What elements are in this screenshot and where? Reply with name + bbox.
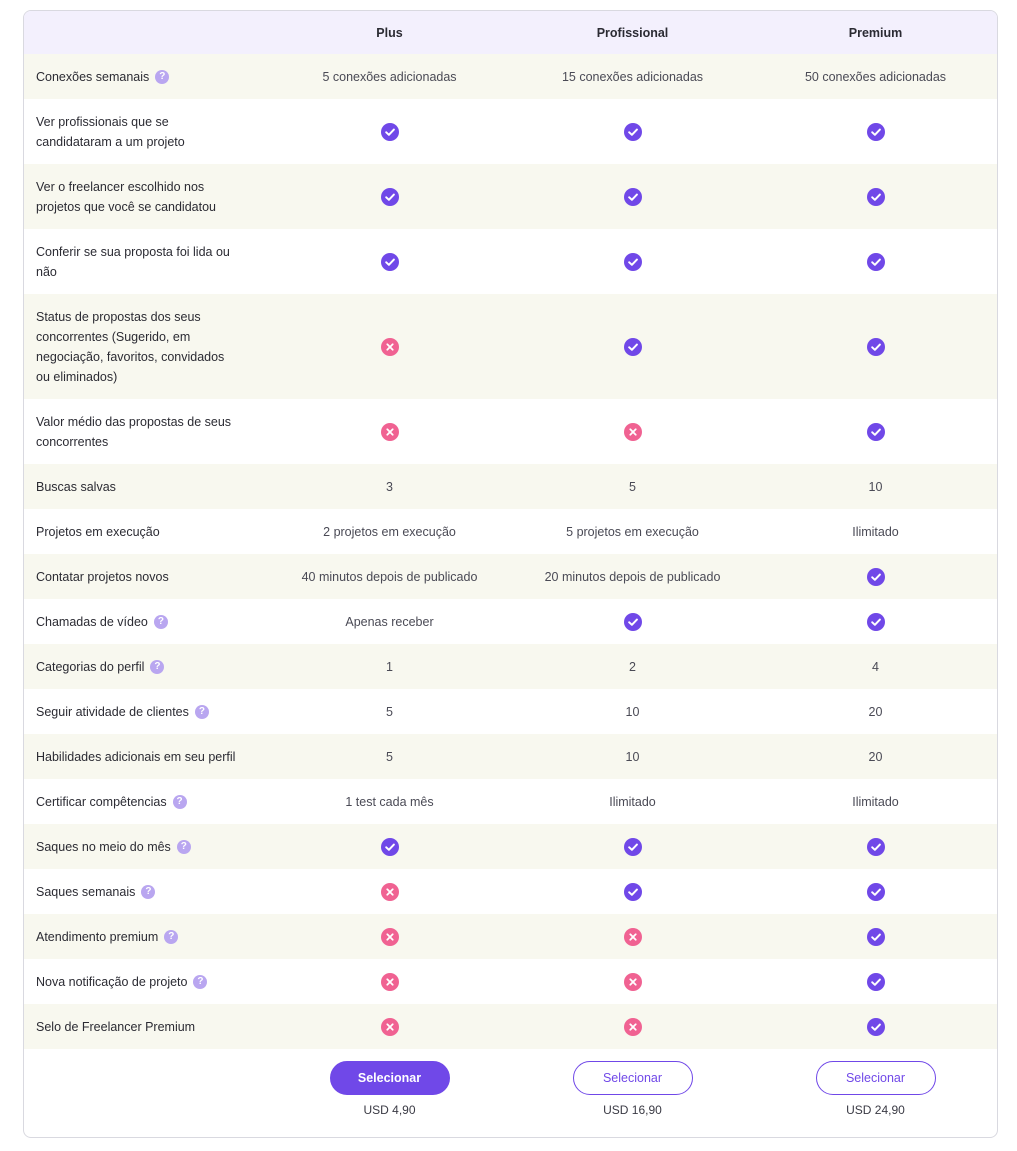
value-premium — [754, 399, 997, 464]
check-icon — [381, 253, 399, 271]
check-icon — [867, 123, 885, 141]
cross-icon — [381, 928, 399, 946]
value-premium — [754, 509, 997, 554]
value-profissional — [511, 599, 754, 644]
feature-label-cell — [24, 734, 268, 779]
feature-label: Conferir se sua proposta foi lida ou não — [36, 244, 230, 279]
feature-value: 3 — [386, 479, 393, 494]
value-profissional — [511, 1004, 754, 1049]
feature-row — [24, 779, 997, 824]
value-premium — [754, 1004, 997, 1049]
feature-value: 10 — [868, 479, 883, 494]
help-icon[interactable]: ? — [173, 795, 187, 809]
value-plus — [268, 959, 511, 1004]
feature-label: Saques no meio do mês — [36, 839, 171, 854]
feature-row — [24, 914, 997, 959]
feature-value: 1 — [386, 659, 393, 674]
value-premium — [754, 689, 997, 734]
check-icon — [381, 188, 399, 206]
value-plus — [268, 294, 511, 399]
value-profissional — [511, 464, 754, 509]
plan-comparison-table — [24, 11, 997, 1137]
check-icon — [381, 123, 399, 141]
check-icon — [867, 338, 885, 356]
value-premium — [754, 959, 997, 1004]
feature-value: 40 minutos depois de publicado — [301, 569, 478, 584]
feature-label: Status de propostas dos seus concorrentes (Sugerido, em negociação, favoritos, convidados ou eliminados) — [36, 309, 225, 384]
feature-row — [24, 554, 997, 599]
check-icon — [867, 613, 885, 631]
help-icon[interactable]: ? — [195, 705, 209, 719]
feature-label-cell — [24, 644, 268, 689]
check-icon — [624, 338, 642, 356]
check-icon — [624, 838, 642, 856]
value-profissional — [511, 959, 754, 1004]
help-icon[interactable]: ? — [155, 70, 169, 84]
feature-label: Chamadas de vídeo — [36, 614, 148, 629]
feature-value: 4 — [872, 659, 879, 674]
value-premium — [754, 734, 997, 779]
feature-label: Projetos em execução — [36, 524, 160, 539]
feature-row — [24, 599, 997, 644]
feature-value: Ilimitado — [852, 794, 899, 809]
feature-value: 1 test cada mês — [345, 794, 434, 809]
feature-row — [24, 294, 997, 399]
feature-value: 5 — [386, 749, 393, 764]
feature-label-cell — [24, 164, 268, 229]
cross-icon — [381, 1018, 399, 1036]
feature-row — [24, 464, 997, 509]
value-profissional — [511, 164, 754, 229]
feature-label-cell — [24, 54, 268, 99]
feature-value: 5 projetos em execução — [566, 524, 699, 539]
header-empty-cell — [24, 11, 268, 54]
feature-label-cell — [24, 229, 268, 294]
check-icon — [867, 1018, 885, 1036]
feature-row — [24, 959, 997, 1004]
feature-value: 20 — [868, 704, 883, 719]
value-plus — [268, 464, 511, 509]
value-profissional — [511, 689, 754, 734]
value-plus — [268, 734, 511, 779]
feature-rows — [24, 54, 997, 1049]
feature-label: Nova notificação de projeto — [36, 974, 188, 989]
value-plus — [268, 689, 511, 734]
feature-label-cell — [24, 509, 268, 554]
select-plus-button[interactable]: Selecionar — [330, 1061, 450, 1095]
feature-value: Ilimitado — [852, 524, 899, 539]
cross-icon — [381, 423, 399, 441]
value-premium — [754, 824, 997, 869]
feature-row — [24, 509, 997, 554]
check-icon — [867, 568, 885, 586]
feature-row — [24, 54, 997, 99]
value-premium — [754, 229, 997, 294]
value-plus — [268, 599, 511, 644]
footer-empty-cell — [24, 1049, 268, 1137]
plan-comparison-card — [23, 10, 998, 1138]
value-premium — [754, 99, 997, 164]
feature-label-cell — [24, 914, 268, 959]
feature-label-cell — [24, 779, 268, 824]
cross-icon — [381, 883, 399, 901]
plan-select-profissional — [511, 1049, 754, 1137]
feature-label-cell — [24, 554, 268, 599]
value-profissional — [511, 779, 754, 824]
feature-value: 5 — [629, 479, 636, 494]
value-profissional — [511, 54, 754, 99]
feature-row — [24, 99, 997, 164]
feature-label: Ver o freelancer escolhido nos projetos que você se candidatou — [36, 179, 216, 214]
value-premium — [754, 779, 997, 824]
feature-value: 10 — [625, 704, 640, 719]
feature-label: Conexões semanais — [36, 69, 150, 84]
help-icon[interactable]: ? — [150, 660, 164, 674]
value-premium — [754, 644, 997, 689]
feature-label-cell — [24, 599, 268, 644]
plan-select-premium — [754, 1049, 997, 1137]
feature-value: 10 — [625, 749, 640, 764]
value-profissional — [511, 554, 754, 599]
feature-value: 20 minutos depois de publicado — [544, 569, 721, 584]
feature-label-cell — [24, 689, 268, 734]
feature-label: Selo de Freelancer Premium — [36, 1019, 196, 1034]
value-profissional — [511, 644, 754, 689]
cross-icon — [624, 423, 642, 441]
feature-label: Habilidades adicionais em seu perfil — [36, 749, 236, 764]
value-premium — [754, 554, 997, 599]
feature-row — [24, 644, 997, 689]
check-icon — [867, 253, 885, 271]
feature-row — [24, 164, 997, 229]
feature-label: Categorias do perfil — [36, 659, 145, 674]
value-plus — [268, 54, 511, 99]
plan-select-plus — [268, 1049, 511, 1137]
check-icon — [381, 838, 399, 856]
value-plus — [268, 554, 511, 599]
feature-label: Atendimento premium — [36, 929, 159, 944]
select-row — [24, 1049, 997, 1137]
feature-label-cell — [24, 294, 268, 399]
feature-label-cell — [24, 869, 268, 914]
help-icon[interactable]: ? — [177, 840, 191, 854]
feature-value: Ilimitado — [609, 794, 656, 809]
value-profissional — [511, 399, 754, 464]
check-icon — [867, 973, 885, 991]
feature-label-cell — [24, 399, 268, 464]
value-profissional — [511, 734, 754, 779]
feature-value: 20 — [868, 749, 883, 764]
plan-header-premium: Premium — [848, 25, 903, 40]
cross-icon — [381, 338, 399, 356]
feature-value: 5 conexões adicionadas — [322, 69, 457, 84]
value-profissional — [511, 99, 754, 164]
value-premium — [754, 164, 997, 229]
price-premium: USD 24,90 — [846, 1103, 905, 1117]
feature-label: Saques semanais — [36, 884, 136, 899]
value-premium — [754, 914, 997, 959]
price-profissional: USD 16,90 — [603, 1103, 662, 1117]
feature-label: Ver profissionais que se candidataram a um projeto — [36, 114, 185, 149]
check-icon — [624, 188, 642, 206]
feature-value: Apenas receber — [345, 614, 434, 629]
value-premium — [754, 464, 997, 509]
feature-label-cell — [24, 959, 268, 1004]
feature-value: 50 conexões adicionadas — [804, 69, 947, 84]
value-premium — [754, 54, 997, 99]
feature-label: Buscas salvas — [36, 479, 116, 494]
select-premium-button[interactable]: Selecionar — [816, 1061, 936, 1095]
value-plus — [268, 1004, 511, 1049]
value-plus — [268, 399, 511, 464]
feature-row — [24, 399, 997, 464]
feature-label-cell — [24, 824, 268, 869]
value-profissional — [511, 824, 754, 869]
plan-header-profissional: Profissional — [596, 25, 669, 40]
check-icon — [867, 423, 885, 441]
value-plus — [268, 229, 511, 294]
select-profissional-button[interactable]: Selecionar — [573, 1061, 693, 1095]
help-icon[interactable]: ? — [193, 975, 207, 989]
feature-label: Contatar projetos novos — [36, 569, 169, 584]
feature-value: 2 — [629, 659, 636, 674]
value-premium — [754, 599, 997, 644]
check-icon — [624, 883, 642, 901]
value-premium — [754, 294, 997, 399]
value-profissional — [511, 914, 754, 959]
value-plus — [268, 509, 511, 554]
value-profissional — [511, 869, 754, 914]
check-icon — [867, 188, 885, 206]
check-icon — [624, 253, 642, 271]
feature-label: Seguir atividade de clientes — [36, 704, 189, 719]
help-icon[interactable]: ? — [154, 615, 168, 629]
help-icon[interactable]: ? — [164, 930, 178, 944]
value-plus — [268, 869, 511, 914]
value-plus — [268, 824, 511, 869]
cross-icon — [624, 928, 642, 946]
plan-header-plus: Plus — [376, 25, 403, 40]
check-icon — [867, 928, 885, 946]
check-icon — [624, 613, 642, 631]
value-plus — [268, 779, 511, 824]
feature-label-cell — [24, 464, 268, 509]
feature-value: 2 projetos em execução — [323, 524, 456, 539]
value-plus — [268, 644, 511, 689]
plans-header-row — [24, 11, 997, 54]
value-profissional — [511, 509, 754, 554]
value-profissional — [511, 229, 754, 294]
check-icon — [867, 838, 885, 856]
value-plus — [268, 914, 511, 959]
price-plus: USD 4,90 — [363, 1103, 416, 1117]
cross-icon — [624, 1018, 642, 1036]
help-icon[interactable]: ? — [141, 885, 155, 899]
feature-row — [24, 1004, 997, 1049]
value-premium — [754, 869, 997, 914]
feature-row — [24, 229, 997, 294]
feature-row — [24, 824, 997, 869]
check-icon — [867, 883, 885, 901]
feature-label: Valor médio das propostas de seus concorrentes — [36, 414, 232, 449]
feature-value: 5 — [386, 704, 393, 719]
check-icon — [624, 123, 642, 141]
feature-row — [24, 734, 997, 779]
value-plus — [268, 164, 511, 229]
feature-label-cell — [24, 1004, 268, 1049]
value-plus — [268, 99, 511, 164]
cross-icon — [624, 973, 642, 991]
feature-label: Certificar compêtencias — [36, 794, 167, 809]
feature-label-cell — [24, 99, 268, 164]
feature-value: 15 conexões adicionadas — [561, 69, 704, 84]
feature-row — [24, 689, 997, 734]
feature-row — [24, 869, 997, 914]
value-profissional — [511, 294, 754, 399]
cross-icon — [381, 973, 399, 991]
